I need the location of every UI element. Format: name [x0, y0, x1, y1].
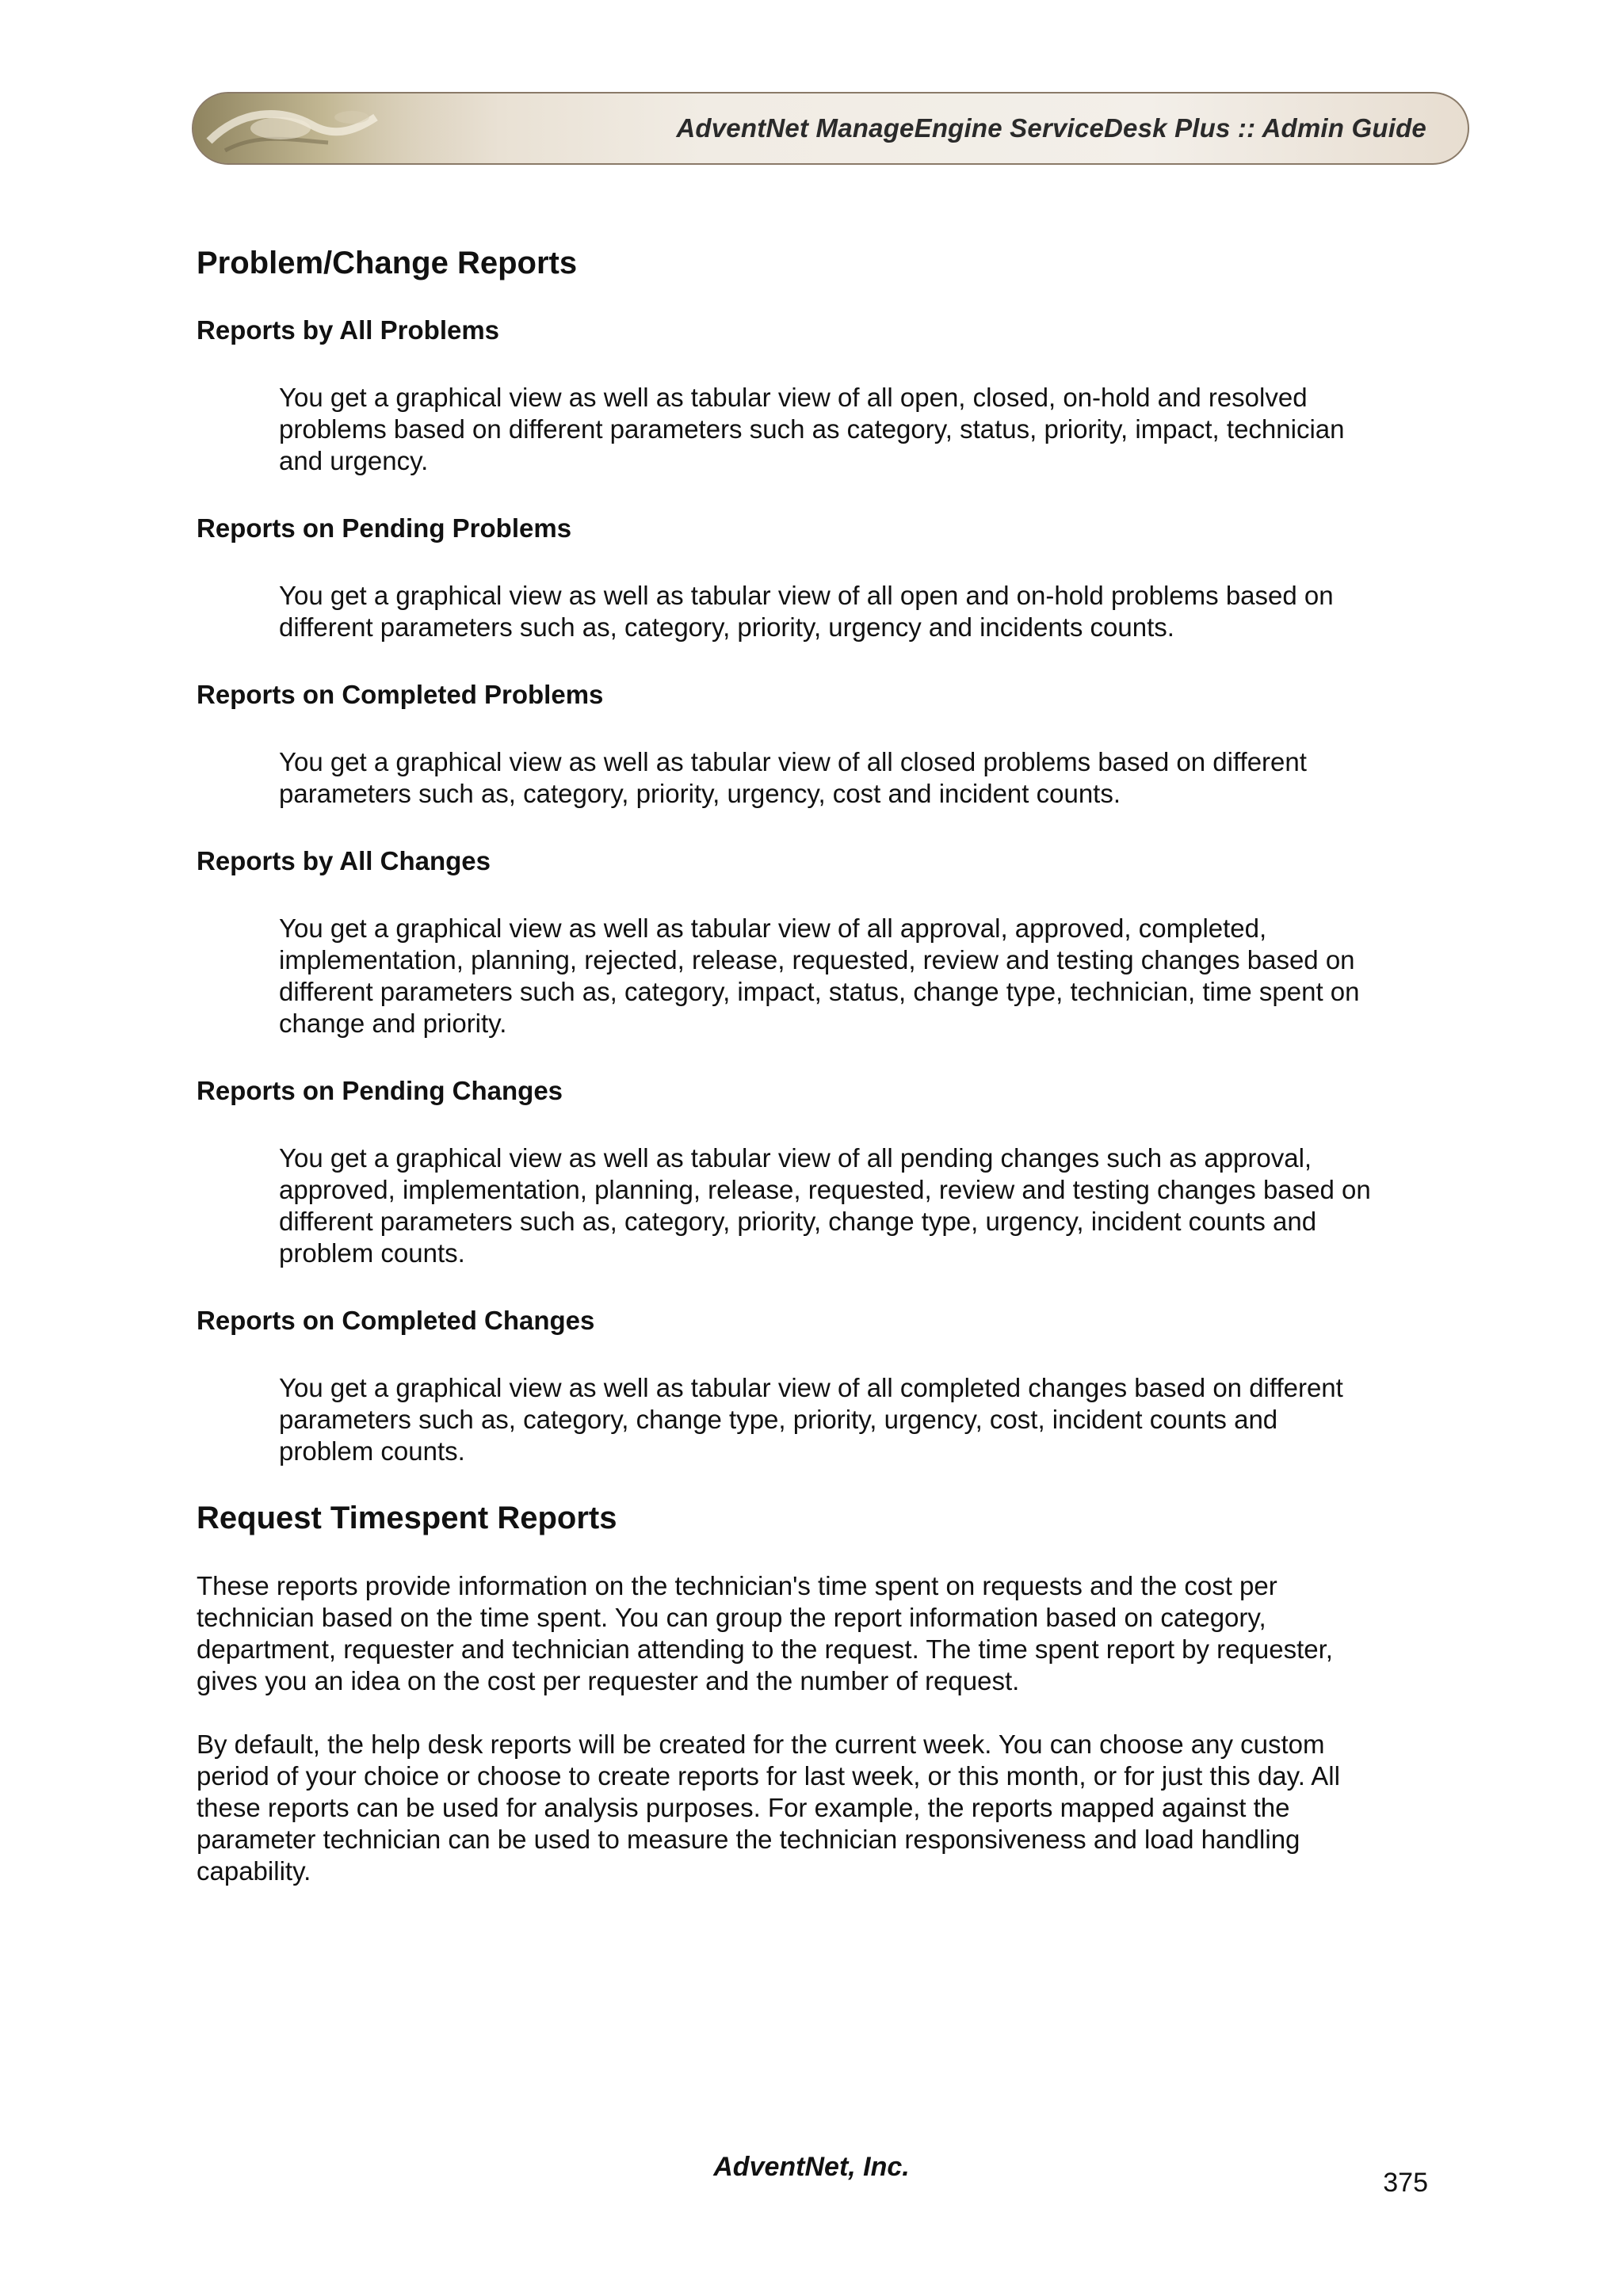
text-line: capability.	[197, 1856, 311, 1886]
paragraph-all-problems	[197, 382, 1433, 477]
footer-company: AdventNet, Inc.	[713, 2152, 910, 2182]
section-title-problem-change: Problem/Change Reports	[197, 246, 578, 280]
paragraph-pending-changes	[197, 1142, 1433, 1269]
text-line: different parameters such as, category, priority, change type, urgency, incident counts and	[279, 1207, 1317, 1236]
subheading-all-changes: Reports by All Changes	[197, 846, 491, 875]
text-line: change and priority.	[279, 1009, 507, 1038]
text-line: problem counts.	[279, 1436, 465, 1466]
text-line: You get a graphical view as well as tabular view of all closed problems based on different	[279, 747, 1307, 776]
subheading-all-problems: Reports by All Problems	[197, 315, 500, 345]
text-line: different parameters such as, category, priority, urgency and incidents counts.	[279, 612, 1174, 642]
page-header-banner	[192, 92, 1469, 165]
page-number: 375	[1383, 2168, 1428, 2198]
text-line: You get a graphical view as well as tabular view of all approval, approved, completed,	[279, 913, 1267, 943]
text-line: By default, the help desk reports will be created for the current week. You can choose any custom	[197, 1730, 1325, 1759]
paragraph-all-changes	[197, 913, 1433, 1039]
header-title: AdventNet ManageEngine ServiceDesk Plus :: Admin Guide	[676, 113, 1426, 143]
text-line: You get a graphical view as well as tabular view of all pending changes such as approval,	[279, 1143, 1312, 1173]
page-content	[197, 242, 1433, 1887]
subheading-completed-problems: Reports on Completed Problems	[197, 680, 604, 709]
text-line: parameter technician can be used to measure the technician responsiveness and load handling	[197, 1825, 1300, 1854]
paragraph-completed-problems	[197, 746, 1433, 810]
subheading-pending-problems: Reports on Pending Problems	[197, 513, 572, 543]
subheading-pending-changes: Reports on Pending Changes	[197, 1076, 563, 1105]
text-line: problems based on different parameters such as category, status, priority, impact, technician	[279, 414, 1345, 444]
text-line: and urgency.	[279, 446, 429, 475]
paragraph-pending-problems	[197, 580, 1433, 643]
paragraph-timespent-default	[197, 1729, 1433, 1887]
text-line: parameters such as, category, change type, priority, urgency, cost, incident counts and	[279, 1405, 1278, 1434]
subheading-completed-changes: Reports on Completed Changes	[197, 1306, 595, 1335]
text-line: You get a graphical view as well as tabular view of all open, closed, on-hold and resolved	[279, 383, 1308, 412]
text-line: different parameters such as, category, impact, status, change type, technician, time spent on	[279, 977, 1360, 1006]
text-line: technician based on the time spent. You can group the report information based on category,	[197, 1603, 1266, 1632]
text-line: department, requester and technician attending to the request. The time spent report by requester,	[197, 1634, 1333, 1664]
paragraph-timespent-intro	[197, 1570, 1433, 1697]
text-line: period of your choice or choose to create reports for last week, or this month, or for just this day. All	[197, 1761, 1340, 1791]
header-decorative-art	[193, 93, 455, 165]
text-line: implementation, planning, rejected, release, requested, review and testing changes based on	[279, 945, 1355, 974]
text-line: approved, implementation, planning, release, requested, review and testing changes based on	[279, 1175, 1371, 1204]
text-line: You get a graphical view as well as tabular view of all open and on-hold problems based on	[279, 581, 1334, 610]
section-title-timespent: Request Timespent Reports	[197, 1501, 617, 1535]
text-line: gives you an idea on the cost per requester and the number of request.	[197, 1666, 1020, 1695]
text-line: These reports provide information on the technician's time spent on requests and the cost per	[197, 1571, 1277, 1600]
text-line: these reports can be used for analysis purposes. For example, the reports mapped against the	[197, 1793, 1290, 1822]
text-line: parameters such as, category, priority, urgency, cost and incident counts.	[279, 779, 1121, 808]
text-line: problem counts.	[279, 1238, 465, 1268]
paragraph-completed-changes	[197, 1372, 1433, 1467]
text-line: You get a graphical view as well as tabular view of all completed changes based on different	[279, 1373, 1343, 1402]
